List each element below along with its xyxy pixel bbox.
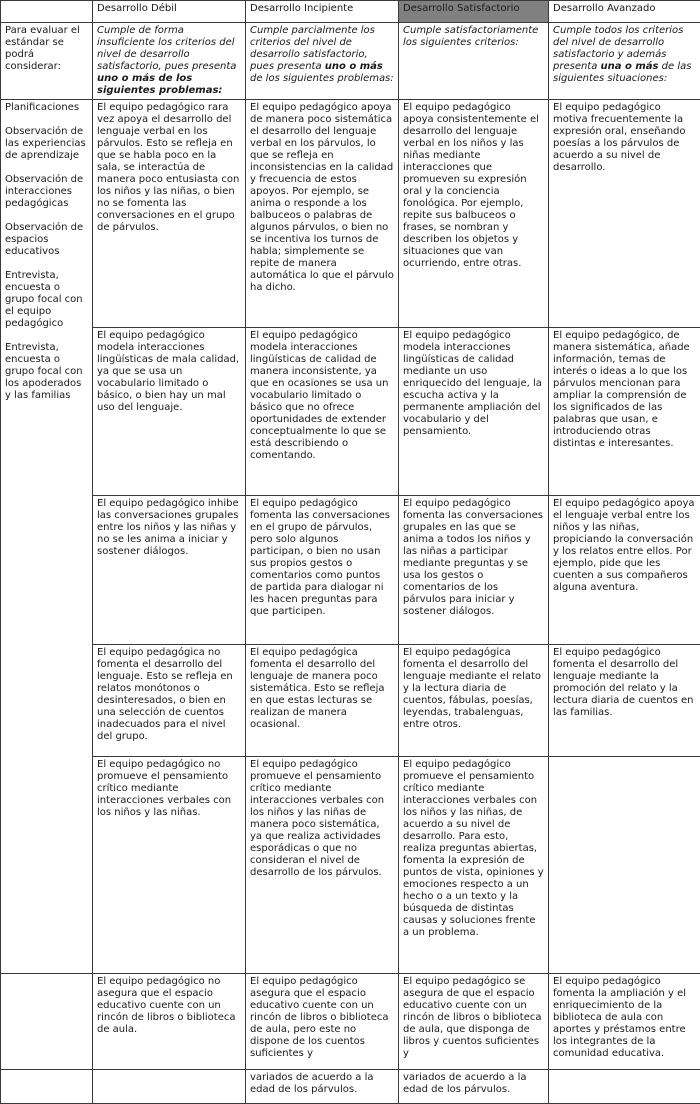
rubric-cell-avanzado: El equipo pedagógico fomenta el desarrollo del lenguaje mediante la promoción del relato y la lectura diaria de cuentos en las familias.: [549, 645, 700, 757]
rubric-cell-debil: El equipo pedagógica no fomenta el desarrollo del lenguaje. Esto se refleja en relatos monótonos o desinteresados, o bien en una selección de cuentos inadecuados para el nivel del grupo.: [93, 645, 246, 757]
evaluation-method-item: Entrevista, encuesta o grupo focal con el equipo pedagógico: [5, 270, 88, 330]
table-row: [1, 328, 700, 496]
rubric-cell-avanzado: El equipo pedagógico fomenta la ampliación y el enriquecimiento de la biblioteca de aula con aportes y préstamos entre los integrantes de la comunidad educativa.: [549, 974, 700, 1070]
evaluation-guide-title: Para evaluar el estándar se podrá considerar:: [1, 23, 93, 100]
table-row: [1, 757, 700, 974]
rubric-cell-debil: [93, 1070, 246, 1104]
evaluation-method-item: Observación de espacios educativos: [5, 222, 88, 258]
corner-cell: [1, 1, 93, 23]
rubric-cell-satisfactorio: El equipo pedagógico promueve el pensamiento crítico mediante interacciones verbales con los niños y las niñas, de acuerdo a su nivel de desarrollo. Para esto, realiza preguntas abiertas, fomenta la expresión de puntos de vista, opiniones y emociones respecto a un hecho o a un texto y la búsqueda de distintas causas y soluciones frente a un problema.: [399, 757, 549, 974]
rubric-cell-debil: El equipo pedagógico no asegura que el espacio educativo cuente con un rincón de libros o biblioteca de aula.: [93, 974, 246, 1070]
rubric-cell-satisfactorio: El equipo pedagógico modela interacciones lingüísticas de calidad mediante un uso enriquecido del lenguaje, la escucha activa y la permanente ampliación del vocabulario y del pensamiento.: [399, 328, 549, 496]
table-row: [1, 100, 700, 328]
evaluation-method-item: Observación de interacciones pedagógicas: [5, 174, 88, 210]
criteria-row: [1, 23, 700, 100]
rubric-cell-satisfactorio: El equipo pedagógico se asegura de que el espacio educativo cuente con un rincón de libros o biblioteca de aula, que disponga de libros y cuentos suficientes y: [399, 974, 549, 1070]
rubric-cell-incipiente: El equipo pedagógico modela interacciones lingüísticas de calidad de manera inconsistente, ya que en ocasiones se usa un vocabulario limitado o básico que no ofrece oportunidades de extender conceptualmente lo que se está describiendo o comentando.: [246, 328, 399, 496]
rubric-cell-avanzado: [549, 1070, 700, 1104]
table-row: [1, 645, 700, 757]
table-row: [1, 1070, 700, 1104]
header-cell-desarrollo-incipiente: Desarrollo Incipiente: [246, 1, 399, 23]
rubric-cell-avanzado: El equipo pedagógico motiva frecuentemente la expresión oral, enseñando poesías a los párvulos de acuerdo a su nivel de desarrollo.: [549, 100, 700, 328]
rubric-cell-incipiente: El equipo pedagógico asegura que el espacio educativo cuente con un rincón de libros o biblioteca de aula, pero este no dispone de los cuentos suficientes y: [246, 974, 399, 1070]
evaluation-methods-cell: [1, 100, 93, 974]
left-column-empty-cell: [1, 1070, 93, 1104]
rubric-cell-satisfactorio: variados de acuerdo a la edad de los párvulos.: [399, 1070, 549, 1104]
rubric-cell-satisfactorio: El equipo pedagógico apoya consistentemente el desarrollo del lenguaje verbal en los niños y las niñas mediante interacciones que promueven su expresión oral y la conciencia fonológica. Por ejemplo, repite sus balbuceos o frases, se nombran y describen los objetos y situaciones que van ocurriendo, entre otras.: [399, 100, 549, 328]
rubric-cell-avanzado: [549, 757, 700, 974]
table-row: [1, 496, 700, 645]
left-column-empty-cell: [1, 974, 93, 1070]
rubric-cell-satisfactorio: El equipo pedagógica fomenta el desarrollo del lenguaje mediante el relato y la lectura diaria de cuentos, fábulas, poesías, leyendas, trabalenguas, entre otros.: [399, 645, 549, 757]
criteria-cell-debil: Cumple de forma insuficiente los criterios del nivel de desarrollo satisfactorio, pues presenta uno o más de los siguientes problemas:: [93, 23, 246, 100]
criteria-cell-incipiente: Cumple parcialmente los criterios del nivel de desarrollo satisfactorio, pues presenta uno o más de los siguientes problemas:: [246, 23, 399, 100]
rubric-cell-incipiente: El equipo pedagógico promueve el pensamiento crítico mediante interacciones verbales con los niños y las niñas de manera poco sistemática, ya que realiza actividades esporádicas o que no consideran el nivel de desarrollo de los párvulos.: [246, 757, 399, 974]
evaluation-method-item: Entrevista, encuesta o grupo focal con los apoderados y las familias: [5, 342, 88, 402]
rubric-cell-satisfactorio: El equipo pedagógico fomenta las conversaciones grupales en las que se anima a todos los niños y las niñas a participar mediante preguntas y se usa los gestos o comentarios de los párvulos para iniciar y sostener diálogos.: [399, 496, 549, 645]
rubric-cell-debil: El equipo pedagógico inhibe las conversaciones grupales entre los niños y las niñas y no se les anima a iniciar y sostener diálogos.: [93, 496, 246, 645]
table-row: [1, 974, 700, 1070]
evaluation-method-item: Observación de las experiencias de aprendizaje: [5, 126, 88, 162]
header-cell-desarrollo-satisfactorio: Desarrollo Satisfactorio: [399, 1, 549, 23]
criteria-cell-avanzado: Cumple todos los criterios del nivel de desarrollo satisfactorio y además presenta una o más de las siguientes situaciones:: [549, 23, 700, 100]
header-row: [1, 1, 700, 23]
rubric-cell-avanzado: El equipo pedagógico apoya el lenguaje verbal entre los niños y las niñas, propiciando la conversación y los relatos entre ellos. Por ejemplo, pide que les cuenten a sus compañeros alguna aventura.: [549, 496, 700, 645]
rubric-cell-incipiente: El equipo pedagógico fomenta las conversaciones en el grupo de párvulos, pero solo algunos participan, o bien no usan sus propios gestos o comentarios como puntos de partida para dialogar ni les hacen preguntas para que participen.: [246, 496, 399, 645]
header-cell-desarrollo-debil: Desarrollo Débil: [93, 1, 246, 23]
rubric-cell-avanzado: El equipo pedagógico, de manera sistemática, añade información, temas de interés o ideas a lo que los párvulos mencionan para ampliar la comprensión de los significados de las palabras que usan, e introduciendo otras distintas e interesantes.: [549, 328, 700, 496]
rubric-cell-debil: El equipo pedagógico modela interacciones lingüísticas de mala calidad, ya que se usa un vocabulario limitado o básico, o bien hay un mal uso del lenguaje.: [93, 328, 246, 496]
criteria-cell-satisfactorio: Cumple satisfactoriamente los siguientes criterios:: [399, 23, 549, 100]
evaluation-method-item: Planificaciones: [5, 102, 88, 114]
header-cell-desarrollo-avanzado: Desarrollo Avanzado: [549, 1, 700, 23]
rubric-cell-debil: El equipo pedagógico rara vez apoya el desarrollo del lenguaje verbal en los párvulos. Esto se refleja en que se habla poco en la sala, se interactúa de manera poco entusiasta con los niños y las niñas, o bien no se fomenta las conversaciones en el grupo de párvulos.: [93, 100, 246, 328]
rubric-cell-incipiente: variados de acuerdo a la edad de los párvulos.: [246, 1070, 399, 1104]
rubric-cell-debil: El equipo pedagógico no promueve el pensamiento crítico mediante interacciones verbales con los niños y las niñas.: [93, 757, 246, 974]
rubric-cell-incipiente: El equipo pedagógica fomenta el desarrollo del lenguaje de manera poco sistemática. Esto se refleja en que estas lecturas se realizan de manera ocasional.: [246, 645, 399, 757]
rubric-cell-incipiente: El equipo pedagógico apoya de manera poco sistemática el desarrollo del lenguaje verbal en los párvulos, lo que se refleja en inconsistencias en la calidad y frecuencia de estos apoyos. Por ejemplo, se anima o responde a los balbuceos o palabras de algunos párvulos, o bien no se incentiva los turnos de habla; simplemente se repite de manera automática lo que el párvulo ha dicho.: [246, 100, 399, 328]
